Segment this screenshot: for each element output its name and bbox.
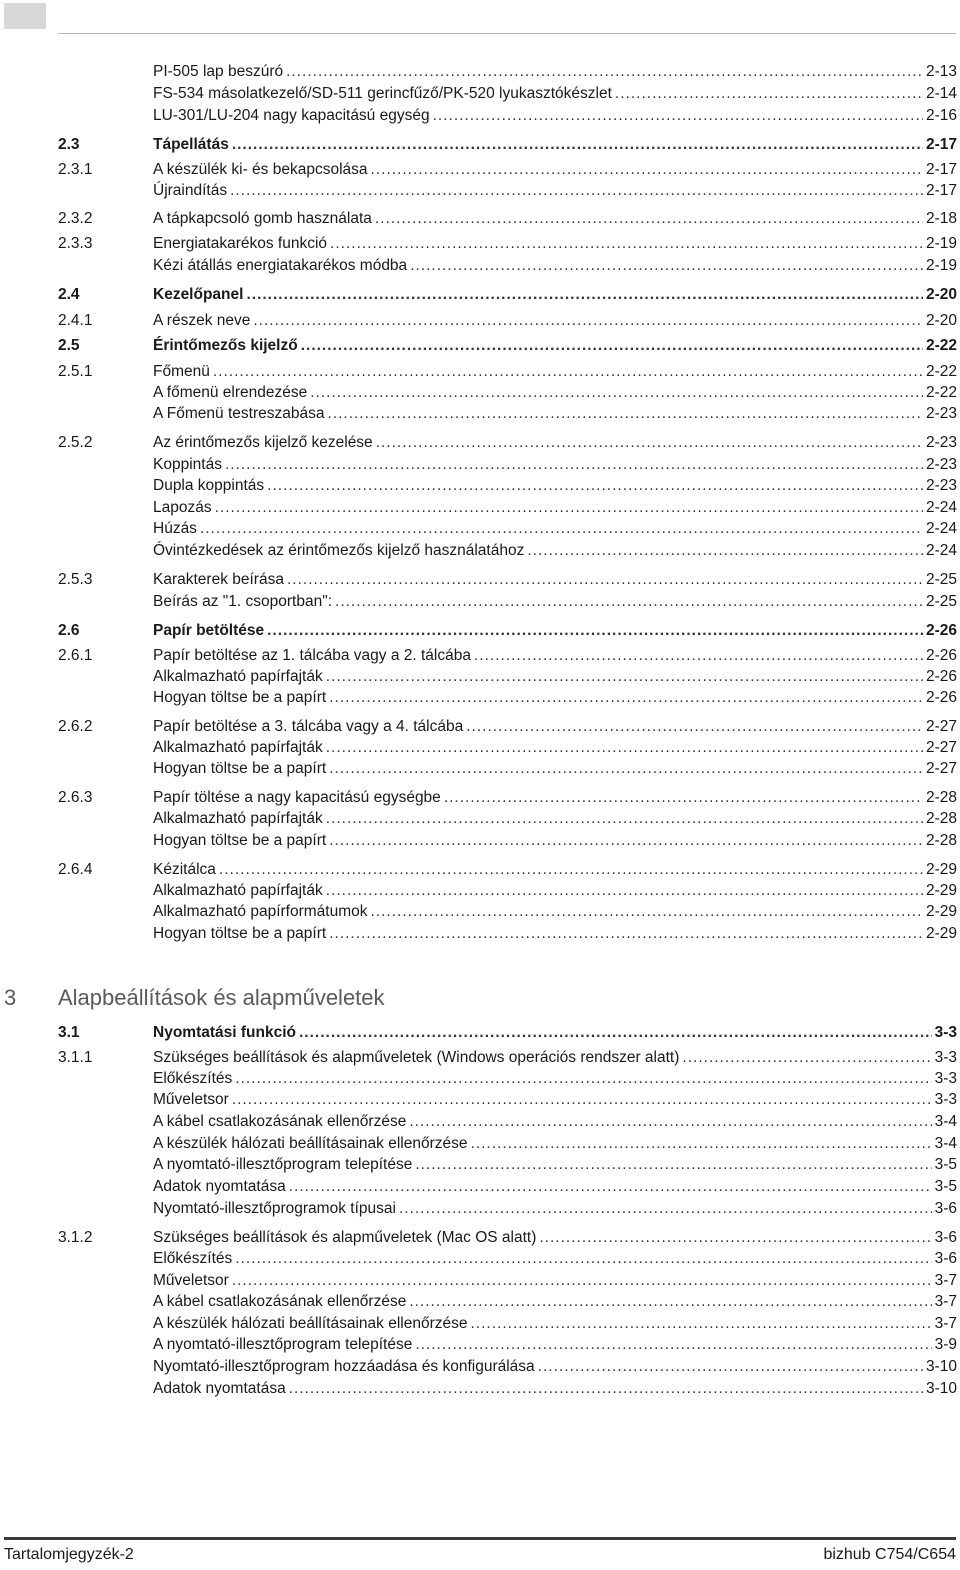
toc-entry-number: 2.6.2 — [58, 718, 93, 735]
toc-entry-title: Az érintőmezős kijelző kezelése — [153, 434, 373, 451]
toc-entry-page: 2-23 — [925, 405, 957, 422]
toc-entry[interactable] — [0, 62, 960, 82]
toc-entry-page: 3-5 — [934, 1178, 957, 1195]
toc-leader-dots — [289, 1379, 923, 1399]
toc-entry-title: Újraindítás — [153, 182, 228, 199]
toc-leader-dots — [287, 570, 923, 590]
toc-entry[interactable] — [0, 924, 960, 944]
toc-entry[interactable] — [0, 759, 960, 779]
toc-entry-body — [153, 1357, 957, 1377]
toc-leader-dots — [219, 860, 923, 880]
toc-entry-page: 2-27 — [925, 739, 957, 756]
toc-entry-page: 3-3 — [934, 1049, 957, 1066]
toc-entry-body — [153, 621, 957, 641]
toc-entry[interactable] — [0, 1069, 960, 1089]
toc-entry-body — [153, 1134, 957, 1154]
toc-entry-body — [153, 106, 957, 126]
toc-entry[interactable] — [0, 1090, 960, 1110]
toc-entry-number: 2.4 — [58, 286, 80, 303]
toc-leader-dots — [326, 667, 923, 687]
toc-entry-title: PI-505 lap beszúró — [153, 63, 284, 80]
toc-entry-title: Szükséges beállítások és alapműveletek (Mac OS alatt) — [153, 1229, 537, 1246]
toc-entry-body — [153, 1335, 957, 1355]
toc-entry-page: 2-14 — [925, 85, 957, 102]
toc-entry[interactable] — [0, 433, 960, 453]
toc-entry-title: Kézitálca — [153, 861, 216, 878]
toc-entry-body — [153, 62, 957, 82]
toc-leader-dots — [433, 106, 923, 126]
toc-leader-dots — [335, 592, 923, 612]
toc-leader-dots — [474, 646, 923, 666]
toc-entry-title: Papír betöltése a 3. tálcába vagy a 4. tálcába — [153, 718, 464, 735]
toc-entry-page: 3-7 — [934, 1272, 957, 1289]
footer-section-label: Tartalomjegyzék-2 — [4, 1546, 134, 1563]
toc-leader-dots — [235, 1249, 931, 1269]
toc-entry-body — [153, 688, 957, 708]
toc-entry-body — [153, 181, 957, 201]
toc-entry-page: 2-28 — [925, 832, 957, 849]
toc-entry[interactable] — [0, 285, 960, 305]
toc-entry-number: 2.3.2 — [58, 210, 93, 227]
toc-entry-body — [153, 1292, 957, 1312]
toc-entry-body — [153, 570, 957, 590]
toc-entry-body — [153, 404, 957, 424]
toc-entry-page: 3-6 — [934, 1250, 957, 1267]
toc-entry-body — [153, 860, 957, 880]
toc-leader-dots — [538, 1357, 923, 1377]
toc-entry-number: 2.4.1 — [58, 312, 93, 329]
toc-entry-title: Koppintás — [153, 456, 222, 473]
toc-entry-page: 3-6 — [934, 1200, 957, 1217]
toc-leader-dots — [267, 621, 923, 641]
toc-entry-body — [153, 831, 957, 851]
toc-entry-title: Alkalmazható papírfajták — [153, 810, 323, 827]
toc-entry[interactable] — [0, 234, 960, 254]
toc-entry-page: 2-29 — [925, 861, 957, 878]
toc-entry-body — [153, 1090, 957, 1110]
toc-entry-page: 2-17 — [925, 182, 957, 199]
toc-leader-dots — [399, 1199, 932, 1219]
toc-entry-title: Lapozás — [153, 499, 212, 516]
toc-entry[interactable] — [0, 541, 960, 561]
toc-leader-dots — [471, 1134, 932, 1154]
toc-entry-title: Előkészítés — [153, 1070, 233, 1087]
toc-leader-dots — [232, 1271, 932, 1291]
toc-entry-body — [153, 809, 957, 829]
toc-entry-page: 2-20 — [925, 286, 957, 303]
toc-leader-dots — [301, 336, 923, 356]
toc-entry-title: Főmenü — [153, 363, 210, 380]
toc-entry-page: 2-24 — [925, 542, 957, 559]
toc-entry-body — [153, 455, 957, 475]
toc-entry[interactable] — [0, 1177, 960, 1197]
toc-entry-page: 2-23 — [925, 477, 957, 494]
toc-entry[interactable] — [0, 621, 960, 641]
toc-entry-body — [153, 362, 957, 382]
toc-entry-title: Műveletsor — [153, 1272, 229, 1289]
toc-entry-body — [153, 498, 957, 518]
toc-entry[interactable] — [0, 135, 960, 155]
toc-entry[interactable] — [0, 1199, 960, 1219]
toc-entry-title: Karakterek beírása — [153, 571, 284, 588]
toc-entry-page: 2-23 — [925, 456, 957, 473]
toc-leader-dots — [409, 1292, 931, 1312]
toc-entry[interactable] — [0, 106, 960, 126]
toc-entry-body — [153, 1379, 957, 1399]
toc-entry-page: 3-7 — [934, 1293, 957, 1310]
toc-entry[interactable] — [0, 181, 960, 201]
toc-entry-page: 3-4 — [934, 1135, 957, 1152]
toc-entry-body — [153, 1069, 957, 1089]
toc-leader-dots — [615, 84, 923, 104]
toc-entry-page: 3-5 — [934, 1156, 957, 1173]
toc-entry[interactable] — [0, 336, 960, 356]
toc-entry-page: 3-4 — [934, 1113, 957, 1130]
toc-leader-dots — [371, 160, 923, 180]
toc-entry-page: 2-22 — [925, 363, 957, 380]
toc-entry-body — [153, 476, 957, 496]
header-divider — [58, 33, 956, 34]
toc-entry-title: FS-534 másolatkezelő/SD-511 gerincfűző/PK-520 lyukasztókészlet — [153, 85, 612, 102]
toc-entry-page: 2-28 — [925, 789, 957, 806]
toc-entry-page: 2-27 — [925, 760, 957, 777]
toc-leader-dots — [371, 902, 923, 922]
toc-entry-title: A nyomtató-illesztőprogram telepítése — [153, 1336, 413, 1353]
toc-entry-number: 2.5.3 — [58, 571, 93, 588]
toc-entry-number: 2.3 — [58, 136, 80, 153]
toc-entry-body — [153, 788, 957, 808]
toc-entry[interactable] — [0, 256, 960, 276]
toc-entry[interactable] — [0, 476, 960, 496]
toc-entry-title: A készülék ki- és bekapcsolása — [153, 161, 368, 178]
toc-entry-title: Kézi átállás energiatakarékos módba — [153, 257, 408, 274]
toc-entry-title: Papír töltése a nagy kapacitású egységbe — [153, 789, 441, 806]
toc-entry-body — [153, 135, 957, 155]
toc-entry-title: Energiatakarékos funkció — [153, 235, 328, 252]
toc-entry-title: Előkészítés — [153, 1250, 233, 1267]
toc-entry-body — [153, 1314, 957, 1334]
toc-entry-body — [153, 902, 957, 922]
toc-entry-number: 2.3.3 — [58, 235, 93, 252]
toc-entry[interactable] — [0, 860, 960, 880]
toc-entry-number: 2.5 — [58, 337, 80, 354]
toc-leader-dots — [230, 181, 923, 201]
toc-entry-number: 3.1.1 — [58, 1049, 93, 1066]
toc-entry-title: Óvintézkedések az érintőmezős kijelző használatához — [153, 542, 525, 559]
toc-entry-body — [153, 234, 957, 254]
toc-leader-dots — [299, 1023, 932, 1043]
toc-entry-body — [153, 84, 957, 104]
toc-entry-page: 3-9 — [934, 1336, 957, 1353]
toc-entry[interactable] — [0, 738, 960, 758]
toc-entry[interactable] — [0, 667, 960, 687]
toc-entry-body — [153, 285, 957, 305]
toc-entry[interactable] — [0, 1048, 960, 1068]
toc-leader-dots — [326, 881, 923, 901]
toc-leader-dots — [235, 1069, 931, 1089]
toc-entry-page: 2-24 — [925, 520, 957, 537]
toc-leader-dots — [286, 62, 923, 82]
toc-entry-body — [153, 1112, 957, 1132]
toc-entry[interactable] — [0, 404, 960, 424]
toc-entry-body — [153, 160, 957, 180]
toc-entry[interactable] — [0, 160, 960, 180]
toc-leader-dots — [409, 1112, 931, 1132]
toc-entry-number: 2.6.3 — [58, 789, 93, 806]
toc-leader-dots — [471, 1314, 932, 1334]
toc-entry[interactable] — [0, 311, 960, 331]
toc-entry[interactable] — [0, 498, 960, 518]
toc-entry[interactable] — [0, 570, 960, 590]
toc-leader-dots — [326, 809, 923, 829]
toc-entry-page: 3-10 — [925, 1380, 957, 1397]
toc-entry-page: 3-7 — [934, 1315, 957, 1332]
toc-entry-page: 2-29 — [925, 925, 957, 942]
toc-entry-body — [153, 433, 957, 453]
toc-entry-body — [153, 1023, 957, 1043]
toc-entry-title: Hogyan töltse be a papírt — [153, 925, 327, 942]
toc-entry-title: Alkalmazható papírfajták — [153, 882, 323, 899]
toc-entry-title: Szükséges beállítások és alapműveletek (Windows operációs rendszer alatt) — [153, 1049, 680, 1066]
toc-entry-title: Érintőmezős kijelző — [153, 337, 298, 354]
footer-divider — [4, 1537, 956, 1540]
toc-entry-title: Adatok nyomtatása — [153, 1178, 286, 1195]
toc-entry-page: 2-19 — [925, 235, 957, 252]
toc-leader-dots — [267, 476, 923, 496]
toc-entry[interactable] — [0, 84, 960, 104]
toc-entry-page: 2-25 — [925, 571, 957, 588]
toc-leader-dots — [375, 209, 923, 229]
toc-entry-number: 2.5.1 — [58, 363, 93, 380]
toc-entry-title: Húzás — [153, 520, 197, 537]
toc-entry[interactable] — [0, 592, 960, 612]
toc-entry-title: LU-301/LU-204 nagy kapacitású egység — [153, 107, 430, 124]
toc-entry-title: Nyomtatási funkció — [153, 1024, 296, 1041]
toc-entry[interactable] — [0, 688, 960, 708]
toc-entry-title: A kábel csatlakozásának ellenőrzése — [153, 1113, 407, 1130]
toc-entry-page: 2-17 — [925, 136, 957, 153]
toc-entry-page: 2-16 — [925, 107, 957, 124]
toc-leader-dots — [329, 924, 923, 944]
toc-entry-body — [153, 1155, 957, 1175]
chapter-number: 3 — [4, 985, 17, 1010]
toc-entry-body — [153, 1271, 957, 1291]
toc-entry-body — [153, 1199, 957, 1219]
toc-entry-body — [153, 519, 957, 539]
toc-entry-title: Hogyan töltse be a papírt — [153, 760, 327, 777]
toc-entry-body — [153, 256, 957, 276]
toc-entry-number: 2.3.1 — [58, 161, 93, 178]
toc-entry[interactable] — [0, 646, 960, 666]
toc-leader-dots — [225, 455, 923, 475]
toc-entry-page: 2-18 — [925, 210, 957, 227]
toc-entry-body — [153, 383, 957, 403]
toc-leader-dots — [246, 285, 923, 305]
toc-entry[interactable] — [0, 455, 960, 475]
toc-leader-dots — [415, 1335, 931, 1355]
toc-entry[interactable] — [0, 1357, 960, 1377]
toc-entry-page: 3-3 — [934, 1070, 957, 1087]
toc-leader-dots — [330, 234, 923, 254]
toc-entry-body — [153, 336, 957, 356]
toc-entry-title: Alkalmazható papírformátumok — [153, 903, 368, 920]
toc-entry-title: Nyomtató-illesztőprogram hozzáadása és konfigurálása — [153, 1358, 535, 1375]
toc-entry-page: 2-20 — [925, 312, 957, 329]
toc-leader-dots — [415, 1155, 931, 1175]
toc-entry[interactable] — [0, 809, 960, 829]
toc-entry-page: 3-10 — [925, 1358, 957, 1375]
toc-entry-number: 3.1 — [58, 1024, 80, 1041]
toc-entry-title: Papír betöltése az 1. tálcába vagy a 2. tálcába — [153, 647, 471, 664]
toc-entry[interactable] — [0, 1155, 960, 1175]
toc-entry[interactable] — [0, 902, 960, 922]
toc-entry-number: 2.6.1 — [58, 647, 93, 664]
toc-entry[interactable] — [0, 831, 960, 851]
toc-leader-dots — [539, 1228, 931, 1248]
toc-entry-page: 3-6 — [934, 1229, 957, 1246]
toc-entry[interactable] — [0, 383, 960, 403]
toc-entry-body — [153, 759, 957, 779]
toc-entry-body — [153, 717, 957, 737]
toc-entry-body — [153, 1177, 957, 1197]
toc-entry-number: 3.1.2 — [58, 1229, 93, 1246]
toc-leader-dots — [444, 788, 923, 808]
toc-entry-title: A Főmenü testreszabása — [153, 405, 325, 422]
toc-entry-page: 2-24 — [925, 499, 957, 516]
toc-leader-dots — [329, 759, 923, 779]
toc-entry-body — [153, 881, 957, 901]
toc-entry-title: Hogyan töltse be a papírt — [153, 689, 327, 706]
toc-leader-dots — [310, 383, 923, 403]
toc-entry-page: 2-26 — [925, 622, 957, 639]
toc-leader-dots — [215, 498, 923, 518]
toc-entry-body — [153, 209, 957, 229]
toc-leader-dots — [527, 541, 923, 561]
toc-entry-body — [153, 592, 957, 612]
toc-entry-body — [153, 667, 957, 687]
toc-entry-page: 2-19 — [925, 257, 957, 274]
toc-entry-number: 2.5.2 — [58, 434, 93, 451]
chapter-title: Alapbeállítások és alapműveletek — [58, 985, 385, 1010]
toc-entry-title: Tápellátás — [153, 136, 229, 153]
toc-entry-body — [153, 1228, 957, 1248]
toc-entry[interactable] — [0, 1271, 960, 1291]
toc-entry-title: A főmenü elrendezése — [153, 384, 308, 401]
toc-entry-page: 2-13 — [925, 63, 957, 80]
toc-entry[interactable] — [0, 1249, 960, 1269]
toc-leader-dots — [329, 688, 923, 708]
toc-leader-dots — [289, 1177, 932, 1197]
toc-leader-dots — [410, 256, 923, 276]
toc-entry-page: 2-28 — [925, 810, 957, 827]
toc-entry-title: A készülék hálózati beállításainak ellenőrzése — [153, 1315, 468, 1332]
toc-entry-page: 2-29 — [925, 882, 957, 899]
toc-leader-dots — [253, 311, 923, 331]
toc-leader-dots — [232, 1090, 932, 1110]
toc-entry-page: 2-23 — [925, 434, 957, 451]
toc-entry-title: A tápkapcsoló gomb használata — [153, 210, 372, 227]
toc-entry[interactable] — [0, 1228, 960, 1248]
corner-marker — [4, 3, 46, 29]
toc-entry-body — [153, 924, 957, 944]
toc-entry[interactable] — [0, 1292, 960, 1312]
toc-entry-number: 2.6.4 — [58, 861, 93, 878]
toc-entry[interactable] — [0, 1335, 960, 1355]
toc-entry-title: Műveletsor — [153, 1091, 229, 1108]
toc-entry[interactable] — [0, 717, 960, 737]
toc-entry[interactable] — [0, 881, 960, 901]
toc-entry-page: 2-17 — [925, 161, 957, 178]
toc-leader-dots — [326, 738, 923, 758]
toc-entry-title: Alkalmazható papírfajták — [153, 668, 323, 685]
toc-entry-title: Hogyan töltse be a papírt — [153, 832, 327, 849]
toc-entry-body — [153, 738, 957, 758]
toc-entry-title: Papír betöltése — [153, 622, 265, 639]
toc-entry-title: Beírás az "1. csoportban": — [153, 593, 333, 610]
toc-entry[interactable] — [0, 1379, 960, 1399]
toc-entry[interactable] — [0, 362, 960, 382]
toc-entry-page: 2-26 — [925, 668, 957, 685]
toc-entry-body — [153, 541, 957, 561]
toc-entry-page: 2-29 — [925, 903, 957, 920]
toc-entry-page: 2-22 — [925, 384, 957, 401]
toc-leader-dots — [327, 404, 923, 424]
footer-product-name: bizhub C754/C654 — [823, 1546, 956, 1563]
toc-entry[interactable] — [0, 1112, 960, 1132]
toc-entry-title: A kábel csatlakozásának ellenőrzése — [153, 1293, 407, 1310]
toc-entry-title: Dupla koppintás — [153, 477, 265, 494]
toc-entry[interactable] — [0, 1134, 960, 1154]
toc-leader-dots — [200, 519, 923, 539]
toc-entry-page: 2-22 — [925, 337, 957, 354]
toc-entry-page: 3-3 — [934, 1091, 957, 1108]
toc-entry-title: A készülék hálózati beállításainak ellenőrzése — [153, 1135, 468, 1152]
toc-entry-title: A nyomtató-illesztőprogram telepítése — [153, 1156, 413, 1173]
toc-entry-page: 2-26 — [925, 647, 957, 664]
toc-leader-dots — [213, 362, 923, 382]
toc-entry-title: Alkalmazható papírfajták — [153, 739, 323, 756]
toc-entry-body — [153, 1249, 957, 1269]
toc-entry-body — [153, 311, 957, 331]
toc-entry-page: 2-26 — [925, 689, 957, 706]
toc-entry-page: 2-25 — [925, 593, 957, 610]
toc-entry[interactable] — [0, 788, 960, 808]
toc-entry-title: Adatok nyomtatása — [153, 1380, 286, 1397]
toc-entry[interactable] — [0, 209, 960, 229]
toc-entry-title: A részek neve — [153, 312, 251, 329]
toc-leader-dots — [376, 433, 923, 453]
toc-entry[interactable] — [0, 1023, 960, 1043]
toc-entry[interactable] — [0, 519, 960, 539]
toc-entry[interactable] — [0, 1314, 960, 1334]
toc-leader-dots — [682, 1048, 931, 1068]
toc-entry-body — [153, 1048, 957, 1068]
toc-entry-title: Nyomtató-illesztőprogramok típusai — [153, 1200, 396, 1217]
toc-leader-dots — [232, 135, 923, 155]
toc-entry-page: 2-27 — [925, 718, 957, 735]
toc-leader-dots — [329, 831, 923, 851]
toc-entry-number: 2.6 — [58, 622, 80, 639]
toc-entry-page: 3-3 — [934, 1024, 957, 1041]
toc-entry-title: Kezelőpanel — [153, 286, 244, 303]
toc-leader-dots — [466, 717, 923, 737]
toc-entry-body — [153, 646, 957, 666]
